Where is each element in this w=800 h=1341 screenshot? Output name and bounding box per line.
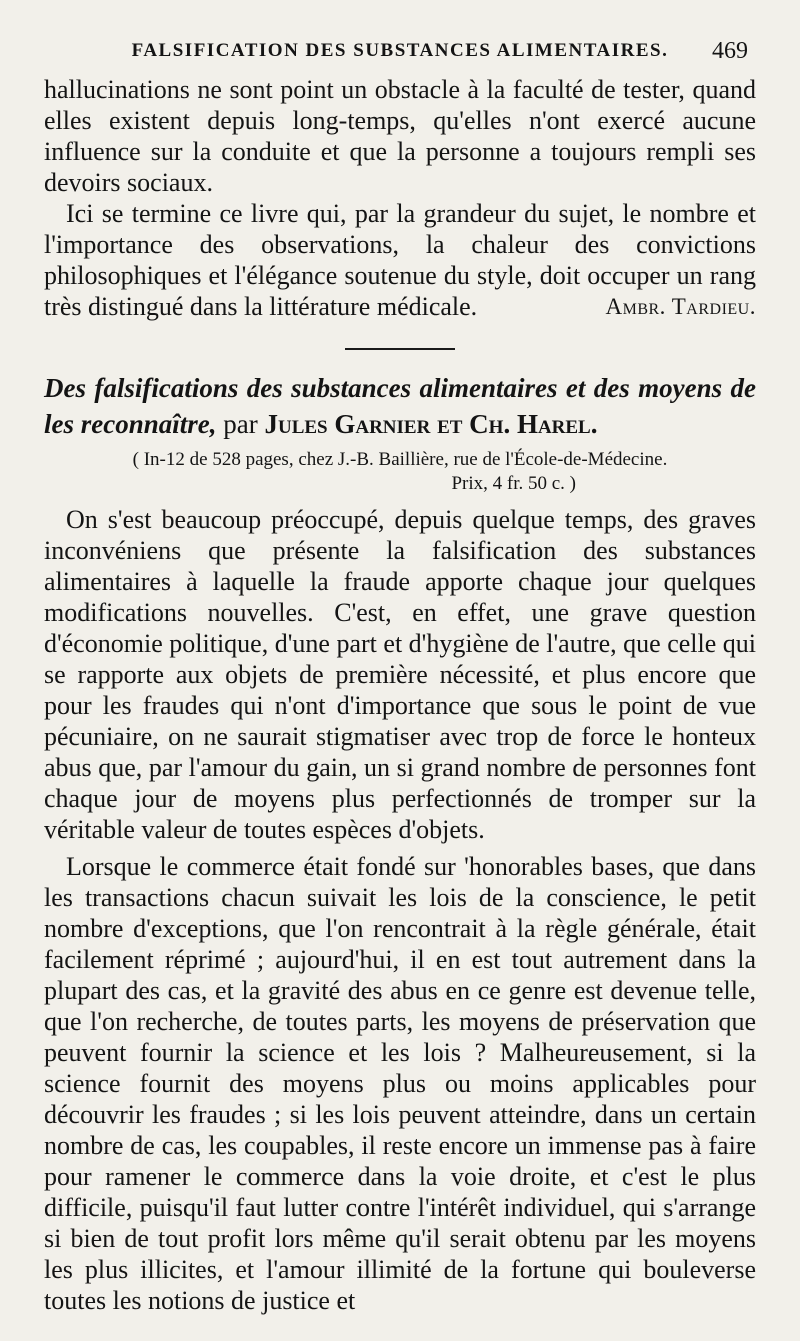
review-body bbox=[44, 504, 756, 1316]
closing-text: Ici se termine ce livre qui, par la grandeur du sujet, le nombre et l'importance des observations, la chaleur des convictions philosophiques et l'élégance soutenue du style, doit occuper un rang très distingué dans la littérature médicale. bbox=[44, 199, 756, 321]
page-number: 469 bbox=[712, 38, 748, 64]
closing-paragraph bbox=[44, 198, 756, 322]
article-heading bbox=[44, 370, 756, 442]
review-paragraph-1: On s'est beaucoup préoccupé, depuis quelque temps, des graves inconvéniens que présente la falsification des substances alimentaires à laquelle la fraude apporte chaque jour quelques modifications nouvelles. C'est, en effet, une grave question d'économie politique, d'une part et d'hygiène de l'autre, que celle qui se rapporte aux objets de première nécessité, et plus encore que pour les fraudes qui n'ont d'importance que sous le point de vue pécuniaire, on ne saurait stigmatiser avec trop de force le honteux abus que, par l'amour du gain, un si grand nombre de personnes font chaque jour de moyens plus perfectionnés de tromper sur la véritable valeur de toutes espèces d'objets. bbox=[44, 505, 756, 844]
book-authors: Jules Garnier et Ch. Harel. bbox=[264, 409, 598, 439]
previous-review-end bbox=[44, 74, 756, 322]
section-divider bbox=[345, 348, 455, 350]
reviewer-signature: Ambr. Tardieu. bbox=[605, 294, 756, 319]
running-head bbox=[44, 28, 756, 74]
publication-details: ( In-12 de 528 pages, chez J.-B. Baillière, rue de l'École-de-Médecine. bbox=[132, 449, 668, 470]
running-head-title: FALSIFICATION DES SUBSTANCES ALIMENTAIRES. bbox=[131, 40, 669, 61]
book-title: Des falsifications des substances alimentaires et des moyens de les reconnaître, bbox=[44, 373, 756, 439]
continued-paragraph: hallucinations ne sont point un obstacle à la faculté de tester, quand elles existent depuis long-temps, qu'elles n'ont exercé aucune influence sur la conduite et que la personne a toujours rempli ses devoirs sociaux. bbox=[44, 75, 756, 197]
review-paragraph-2: Lorsque le commerce était fondé sur 'honorables bases, que dans les transactions chacun suivait les lois de la conscience, le petit nombre d'exceptions, que l'on rencontrait à la règle générale, était facilement réprimé ; aujourd'hui, il en est tout autrement dans la plupart des cas, et la gravité des abus en ce genre est devenue telle, que l'on recherche, de toutes parts, les moyens de préservation que peuvent fournir la science et les lois ? Malheureusement, si la science fournit des moyens plus ou moins applicables pour découvrir les fraudes ; si les lois peuvent atteindre, dans un certain nombre de cas, les coupables, il reste encore un immense pas à faire pour ramener le commerce dans la voie droite, et c'est le plus difficile, puisqu'il faut lutter contre l'intérêt individuel, qui s'arrange si bien de tout profit lors même qu'il serait obtenu par les moyens les plus illicites, et l'amour illimité de la fortune qui bouleverse toutes les notions de justice et bbox=[44, 852, 756, 1315]
book-price: Prix, 4 fr. 50 c. ) bbox=[451, 473, 576, 494]
book-by: par bbox=[216, 409, 265, 439]
publication-info bbox=[44, 448, 756, 496]
